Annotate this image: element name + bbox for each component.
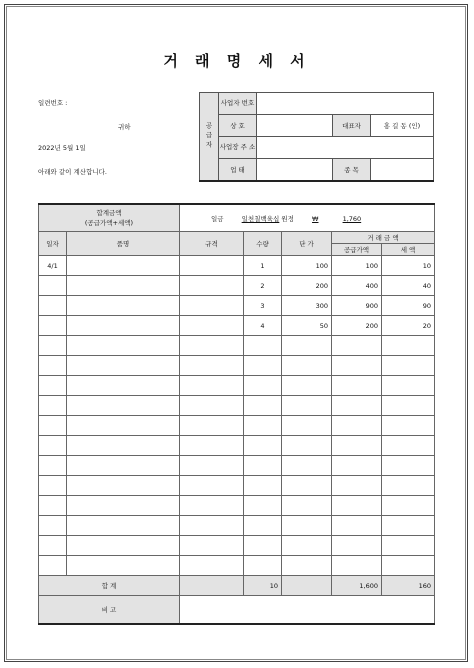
row-qty[interactable]: 2 (244, 276, 282, 296)
row-supply[interactable] (332, 436, 382, 456)
row-supply[interactable] (332, 556, 382, 576)
row-supply[interactable] (332, 356, 382, 376)
seal-mark: (인) (408, 122, 421, 130)
row-spec[interactable] (180, 456, 244, 476)
row-date[interactable] (39, 536, 67, 556)
col-qty: 수량 (244, 232, 282, 256)
company-value[interactable] (257, 115, 333, 137)
table-row (39, 436, 435, 456)
row-date[interactable] (39, 456, 67, 476)
row-price[interactable] (282, 416, 332, 436)
company-label: 상 호 (219, 115, 257, 137)
row-spec[interactable] (180, 516, 244, 536)
row-qty[interactable]: 1 (244, 256, 282, 276)
row-spec[interactable] (180, 476, 244, 496)
row-tax[interactable]: 20 (382, 316, 435, 336)
row-date[interactable] (39, 496, 67, 516)
row-tax[interactable] (382, 516, 435, 536)
row-item[interactable] (67, 536, 180, 556)
row-spec[interactable] (180, 416, 244, 436)
row-tax[interactable] (382, 336, 435, 356)
row-date[interactable] (39, 476, 67, 496)
row-item[interactable] (67, 336, 180, 356)
table-row (39, 296, 435, 316)
row-supply[interactable] (332, 396, 382, 416)
row-qty[interactable] (244, 436, 282, 456)
table-row (39, 516, 435, 536)
row-qty[interactable] (244, 456, 282, 476)
row-qty[interactable]: 4 (244, 316, 282, 336)
sum-supply: 1,600 (332, 576, 382, 596)
row-item[interactable] (67, 276, 180, 296)
row-date[interactable]: 4/1 (39, 256, 67, 276)
row-date[interactable] (39, 316, 67, 336)
row-item[interactable] (67, 516, 180, 536)
statement-table (38, 203, 435, 625)
sum-spec (180, 576, 244, 596)
ceo-cell (371, 115, 434, 137)
table-row (39, 456, 435, 476)
row-qty[interactable] (244, 556, 282, 576)
row-date[interactable] (39, 416, 67, 436)
row-supply[interactable] (332, 336, 382, 356)
row-date[interactable] (39, 296, 67, 316)
table-row (39, 556, 435, 576)
table-row (39, 356, 435, 376)
row-tax[interactable] (382, 456, 435, 476)
table-row (39, 496, 435, 516)
statement-text: 아래와 같이 계산합니다. (38, 168, 107, 176)
serial-label: 일련번호 : (38, 99, 68, 107)
row-supply[interactable]: 200 (332, 316, 382, 336)
row-tax[interactable]: 90 (382, 296, 435, 316)
table-row (39, 416, 435, 436)
row-qty[interactable] (244, 516, 282, 536)
row-tax[interactable] (382, 436, 435, 456)
row-spec[interactable] (180, 556, 244, 576)
row-price[interactable] (282, 356, 332, 376)
row-price[interactable] (282, 556, 332, 576)
row-item[interactable] (67, 436, 180, 456)
row-supply[interactable]: 400 (332, 276, 382, 296)
row-spec[interactable] (180, 396, 244, 416)
total-label-cell (39, 204, 180, 232)
row-tax[interactable] (382, 556, 435, 576)
table-row (39, 476, 435, 496)
row-tax[interactable] (382, 496, 435, 516)
row-supply[interactable] (332, 496, 382, 516)
row-supply[interactable] (332, 456, 382, 476)
row-price[interactable] (282, 436, 332, 456)
row-supply[interactable] (332, 376, 382, 396)
row-price[interactable] (282, 376, 332, 396)
row-price[interactable]: 200 (282, 276, 332, 296)
item-value[interactable] (371, 159, 434, 182)
address-label: 사업장 주 소 (219, 137, 257, 159)
row-supply[interactable] (332, 416, 382, 436)
row-spec[interactable] (180, 336, 244, 356)
table-row (39, 536, 435, 556)
ceo-name: 홍 길 동 (383, 122, 407, 130)
reg-no-label: 사업자 번호 (219, 93, 257, 115)
row-spec[interactable] (180, 536, 244, 556)
col-unit-price: 단 가 (282, 232, 332, 256)
row-qty[interactable] (244, 336, 282, 356)
row-tax[interactable] (382, 356, 435, 376)
row-item[interactable] (67, 376, 180, 396)
row-date[interactable] (39, 336, 67, 356)
row-date[interactable] (39, 396, 67, 416)
row-price[interactable] (282, 396, 332, 416)
total-amount: 1,760 (342, 214, 362, 223)
row-tax[interactable] (382, 376, 435, 396)
table-row (39, 396, 435, 416)
row-price[interactable] (282, 496, 332, 516)
row-price[interactable] (282, 536, 332, 556)
sum-price (282, 576, 332, 596)
row-supply[interactable]: 100 (332, 256, 382, 276)
row-date[interactable] (39, 516, 67, 536)
col-item: 품명 (67, 232, 180, 256)
row-qty[interactable] (244, 496, 282, 516)
table-row (39, 336, 435, 356)
row-tax[interactable]: 10 (382, 256, 435, 276)
row-price[interactable]: 300 (282, 296, 332, 316)
col-date: 일자 (39, 232, 67, 256)
row-item[interactable] (67, 496, 180, 516)
business-type-value[interactable] (257, 159, 333, 182)
row-date[interactable] (39, 436, 67, 456)
row-date[interactable] (39, 356, 67, 376)
reg-no-value[interactable] (257, 93, 434, 115)
supplier-table (199, 92, 434, 182)
honorific: 귀하 (118, 123, 131, 131)
ceo-label: 대표자 (333, 115, 371, 137)
row-qty[interactable] (244, 476, 282, 496)
col-trade-amount: 거 래 금 액 (332, 232, 435, 244)
row-qty[interactable]: 3 (244, 296, 282, 316)
row-item[interactable] (67, 356, 180, 376)
amount-in-words: 일천칠백육십 (241, 214, 280, 223)
row-item[interactable] (67, 416, 180, 436)
row-tax[interactable] (382, 476, 435, 496)
row-date[interactable] (39, 376, 67, 396)
row-spec[interactable] (180, 316, 244, 336)
sum-qty: 10 (244, 576, 282, 596)
row-supply[interactable] (332, 476, 382, 496)
col-spec: 규격 (180, 232, 244, 256)
total-amount-cell (180, 204, 435, 232)
row-qty[interactable] (244, 416, 282, 436)
row-qty[interactable] (244, 536, 282, 556)
remarks-value[interactable] (180, 596, 435, 625)
row-price[interactable] (282, 336, 332, 356)
row-date[interactable] (39, 556, 67, 576)
currency-symbol: ₩ (312, 214, 319, 223)
row-qty[interactable] (244, 396, 282, 416)
row-price[interactable] (282, 456, 332, 476)
row-date[interactable] (39, 276, 67, 296)
sum-tax: 160 (382, 576, 435, 596)
row-qty[interactable] (244, 376, 282, 396)
row-tax[interactable] (382, 536, 435, 556)
row-spec[interactable] (180, 496, 244, 516)
business-type-label: 업 태 (219, 159, 257, 182)
total-label: 합계금액 (96, 209, 122, 217)
item-label: 종 목 (333, 159, 371, 182)
row-tax[interactable] (382, 396, 435, 416)
row-item[interactable] (67, 296, 180, 316)
row-spec[interactable] (180, 356, 244, 376)
won-label: 원정 (281, 214, 294, 223)
address-value[interactable] (257, 137, 434, 159)
row-item[interactable] (67, 476, 180, 496)
il-label: 일금 (211, 214, 224, 223)
row-item[interactable] (67, 316, 180, 336)
table-row (39, 256, 435, 276)
col-tax: 세 액 (382, 244, 435, 256)
row-price[interactable] (282, 516, 332, 536)
table-row (39, 376, 435, 396)
row-spec[interactable] (180, 276, 244, 296)
row-spec[interactable] (180, 376, 244, 396)
row-supply[interactable] (332, 536, 382, 556)
total-sub-label: (공급가액+세액) (84, 219, 134, 227)
col-supply: 공급가액 (332, 244, 382, 256)
row-tax[interactable]: 40 (382, 276, 435, 296)
document-title: 거 래 명 세 서 (163, 52, 311, 70)
issue-date: 2022년 5월 1일 (38, 144, 86, 152)
row-item[interactable] (67, 456, 180, 476)
row-item[interactable] (67, 396, 180, 416)
table-row (39, 276, 435, 296)
table-row (39, 316, 435, 336)
row-spec[interactable] (180, 436, 244, 456)
row-price[interactable] (282, 476, 332, 496)
remarks-label: 비 고 (39, 596, 180, 625)
row-spec[interactable] (180, 256, 244, 276)
row-price[interactable]: 50 (282, 316, 332, 336)
row-qty[interactable] (244, 356, 282, 376)
sum-label: 합 계 (39, 576, 180, 596)
row-item[interactable] (67, 256, 180, 276)
row-supply[interactable]: 900 (332, 296, 382, 316)
row-price[interactable]: 100 (282, 256, 332, 276)
row-supply[interactable] (332, 516, 382, 536)
row-tax[interactable] (382, 416, 435, 436)
row-item[interactable] (67, 556, 180, 576)
row-spec[interactable] (180, 296, 244, 316)
supplier-side-label: 공급자 (200, 93, 219, 182)
